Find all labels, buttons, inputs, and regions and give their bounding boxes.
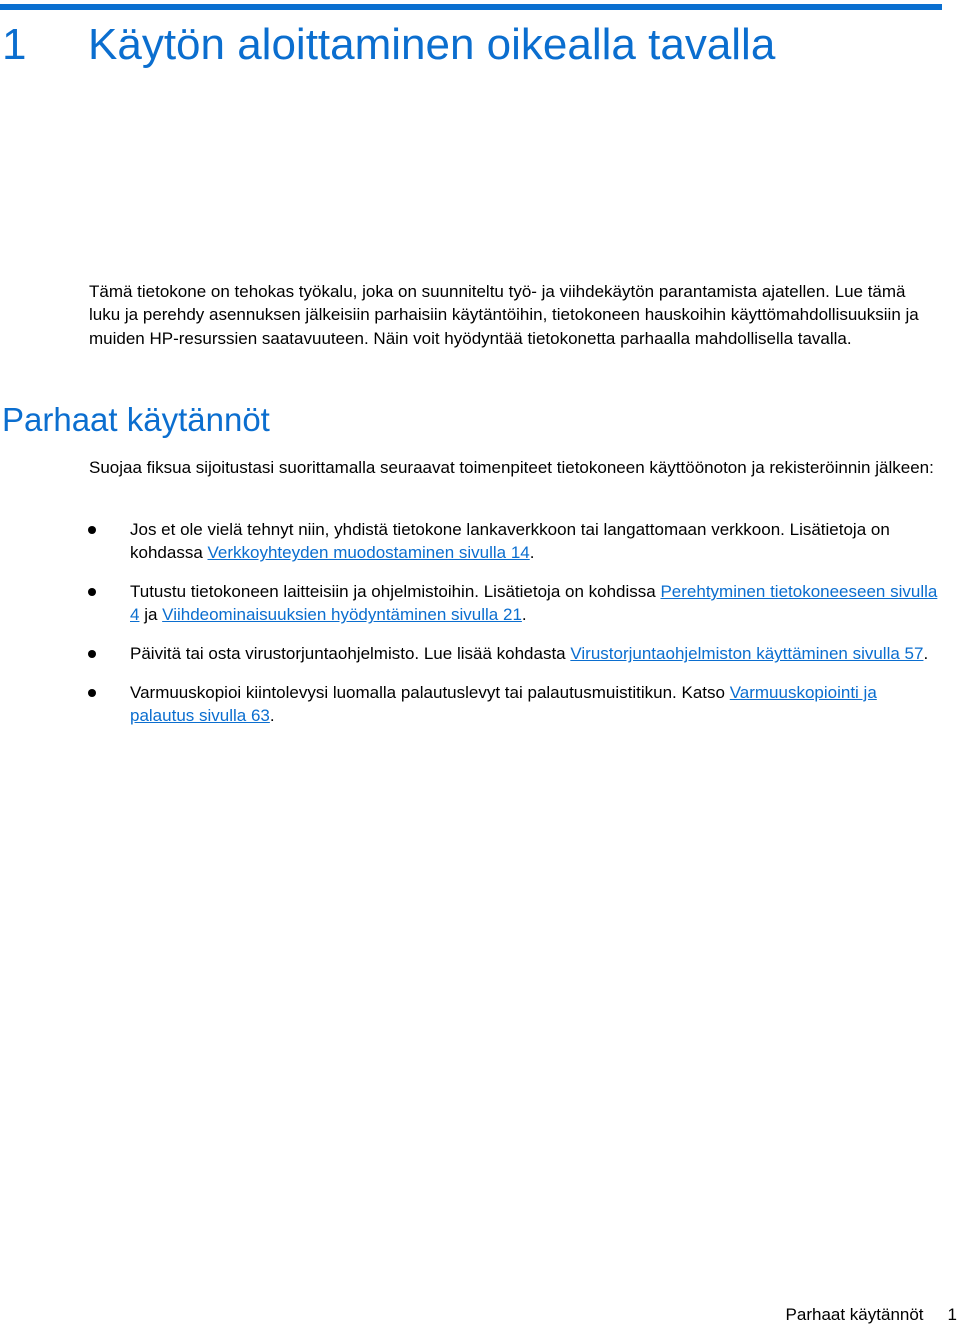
section-heading: Parhaat käytännöt: [2, 401, 270, 438]
list-item: [0, 518, 945, 565]
list-item: [0, 681, 945, 728]
list-item-text: Varmuuskopioi kiintolevysi luomalla palautuslevyt tai palautusmuistitikun. Katso: [130, 682, 730, 702]
link-antivirus-software[interactable]: Virustorjuntaohjelmiston käyttäminen sivulla 57: [570, 644, 924, 664]
list-item: [0, 580, 945, 627]
section-intro-paragraph: Suojaa fiksua sijoitustasi suorittamalla seuraavat toimenpiteet tietokoneen käyttöönoton ja rekisteröinnin jälkeen:: [89, 458, 934, 477]
footer-section-name: Parhaat käytännöt: [785, 1305, 924, 1324]
list-item-text: Tutustu tietokoneen laitteisiin ja ohjelmistoihin. Lisätietoja on kohdissa: [130, 582, 661, 602]
bullet-icon: [88, 689, 96, 697]
page-footer: [786, 1303, 957, 1326]
chapter-number: 1: [2, 20, 27, 69]
list-item-text: Päivitä tai osta virustorjuntaohjelmisto. Lue lisää kohdasta: [130, 644, 571, 664]
link-getting-to-know-computer[interactable]: Perehtyminen tietokoneeseen sivulla 4: [130, 582, 938, 625]
page-number: 1: [947, 1305, 957, 1324]
list-item: [0, 642, 945, 665]
header-rule: [0, 4, 942, 10]
best-practices-list: [0, 518, 960, 743]
list-item-text: .: [529, 543, 535, 563]
link-backup-and-recovery[interactable]: Varmuuskopiointi ja palautus sivulla 63: [130, 682, 877, 726]
list-item-text: ja: [139, 605, 163, 625]
link-network-connection[interactable]: Verkkoyhteyden muodostaminen sivulla 14: [207, 543, 530, 563]
intro-paragraph: Tämä tietokone on tehokas työkalu, joka on suunniteltu työ- ja viihdekäytön parantamista ajatellen. Lue tämä luku ja perehdy asennuksen jälkeisiin parhaisiin käytäntöihin, tietokoneen hauskoihin käyttömahdollisuuksiin ja muiden HP-resurssien saatavuuteen. Näin voit hyödyntää tietokonetta parhaalla mahdollisella tavalla.: [89, 282, 919, 348]
list-item-text: .: [521, 605, 527, 625]
bullet-icon: [88, 650, 96, 658]
bullet-icon: [88, 526, 96, 534]
bullet-icon: [88, 588, 96, 596]
list-item-text: .: [269, 706, 275, 726]
chapter-title-text: Käytön aloittaminen oikealla tavalla: [88, 20, 776, 69]
list-item-text: .: [923, 644, 929, 664]
link-entertainment-features[interactable]: Viihdeominaisuuksien hyödyntäminen sivulla 21: [162, 605, 522, 625]
chapter-title: [2, 18, 775, 72]
list-item-text: Jos et ole vielä tehnyt niin, yhdistä tietokone lankaverkkoon tai langattomaan verkkoon. Lisätietoja on kohdassa: [130, 520, 890, 563]
